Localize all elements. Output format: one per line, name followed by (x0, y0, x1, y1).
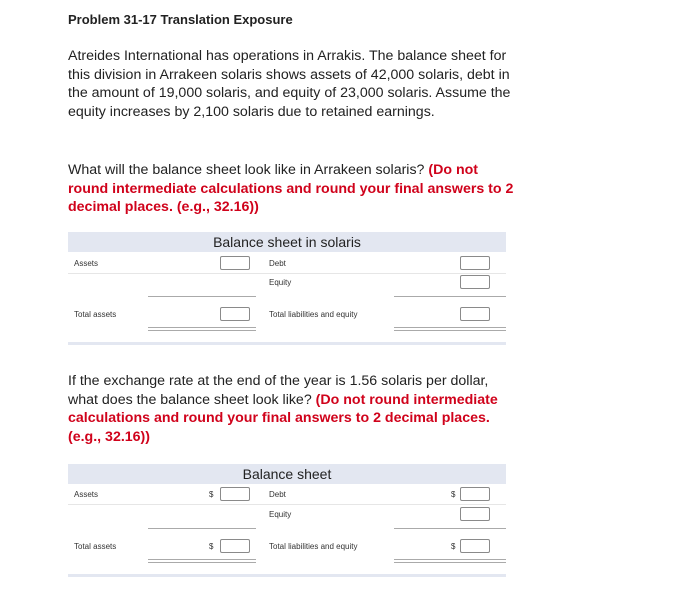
assets-input[interactable] (220, 256, 250, 270)
equity-dollar-input[interactable] (460, 507, 490, 521)
row-separator (68, 273, 506, 274)
question-1-text: What will the balance sheet look like in Arrakeen solaris? (68, 162, 429, 178)
balance-sheet-dollars (68, 464, 506, 580)
liabilities-total-rule-2 (394, 330, 506, 331)
liabilities-total-rule-1 (394, 559, 506, 560)
question-2-instruction: (Do not round intermediate calculations and round your final answers to 2 decimal places. (e.g., 32.16)) (68, 391, 498, 445)
assets-currency-symbol: $ (209, 490, 214, 499)
total-liabilities-equity-dollar-input[interactable] (460, 539, 490, 553)
total-liabilities-equity-label: Total liabilities and equity (269, 310, 358, 319)
row-separator (68, 504, 506, 505)
total-liabilities-equity-label: Total liabilities and equity (269, 542, 358, 551)
balance-sheet-dollars-footer (68, 574, 506, 577)
debt-input[interactable] (460, 256, 490, 270)
equity-label: Equity (269, 510, 292, 519)
assets-total-rule-1 (148, 327, 256, 328)
total-assets-label: Total assets (74, 310, 117, 319)
problem-title: Problem 31-17 Translation Exposure (68, 12, 293, 27)
equity-label: Equity (269, 278, 292, 287)
balance-sheet-dollars-title: Balance sheet (242, 466, 332, 482)
assets-total-rule-2 (148, 562, 256, 563)
equity-input[interactable] (460, 275, 490, 289)
debt-label: Debt (269, 490, 286, 499)
debt-currency-symbol: $ (451, 490, 456, 499)
total-liabilities-equity-input[interactable] (460, 307, 490, 321)
assets-subtotal-rule (148, 296, 256, 297)
assets-label: Assets (74, 490, 99, 499)
assets-total-rule-1 (148, 559, 256, 560)
assets-subtotal-rule (148, 528, 256, 529)
assets-label: Assets (74, 259, 99, 268)
assets-dollar-input[interactable] (220, 487, 250, 501)
balance-sheet-dollars-header (68, 464, 506, 484)
balance-sheet-solaris-title: Balance sheet in solaris (213, 234, 361, 250)
question-2-text: If the exchange rate at the end of the year is 1.56 solaris per dollar, what does the balance sheet look like? (68, 373, 489, 408)
assets-total-rule-2 (148, 330, 256, 331)
liabilities-subtotal-rule (394, 296, 506, 297)
total-assets-input[interactable] (220, 307, 250, 321)
liabilities-total-rule-1 (394, 327, 506, 328)
total-liabilities-equity-currency-symbol: $ (451, 542, 456, 551)
question-1-instruction: (Do not round intermediate calculations and round your final answers to 2 decimal places. (e.g., 32.16)) (68, 162, 514, 216)
liabilities-subtotal-rule (394, 528, 506, 529)
intro-paragraph: Atreides International has operations in Arrakis. The balance sheet for this division in Arrakeen solaris shows assets of 42,000 solaris, debt in the amount of 19,000 solaris, and equity of 23,000 solaris. Assume the equity increases by 2,100 solaris due to retained earnings. (68, 48, 511, 120)
debt-dollar-input[interactable] (460, 487, 490, 501)
question-1 (68, 161, 516, 217)
total-assets-dollar-input[interactable] (220, 539, 250, 553)
balance-sheet-solaris-header (68, 232, 506, 252)
debt-label: Debt (269, 259, 286, 268)
balance-sheet-solaris-footer (68, 342, 506, 345)
total-assets-label: Total assets (74, 542, 117, 551)
balance-sheet-solaris (68, 232, 506, 348)
total-assets-currency-symbol: $ (209, 542, 214, 551)
liabilities-total-rule-2 (394, 562, 506, 563)
question-2 (68, 372, 516, 446)
